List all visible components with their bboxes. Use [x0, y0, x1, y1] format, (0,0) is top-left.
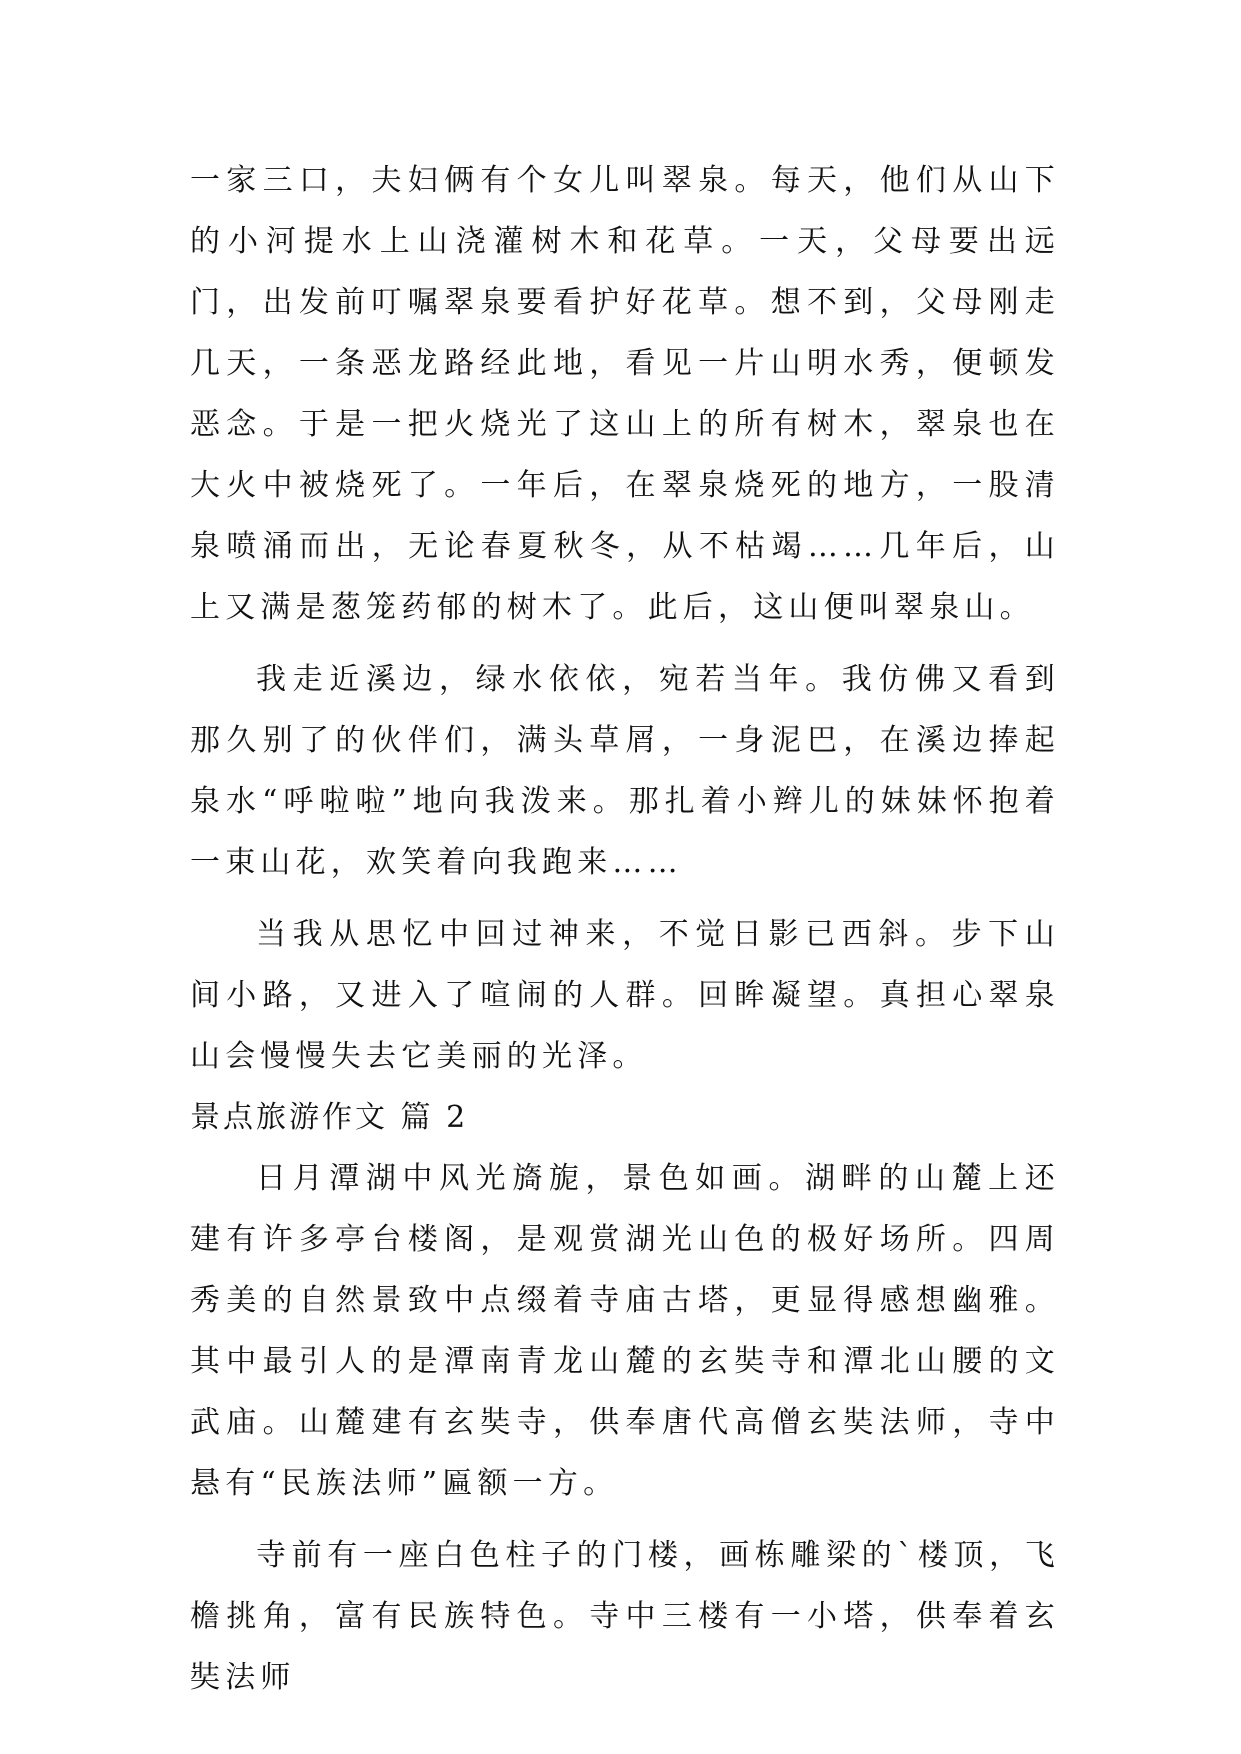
section-heading: 景点旅游作文 篇 2 — [190, 1100, 469, 1135]
paragraph-stream-memory: 我走近溪边，绿水依依，宛若当年。我仿佛又看到那久别了的伙伴们，满头草屑，一身泥巴，在溪边捧起泉水“呼啦啦”地向我泼来。那扎着小辫儿的妹妹怀抱着一束山花，欢笑着向我跑来…… — [190, 662, 1060, 880]
paragraph-sun-moon-lake: 日月潭湖中风光旖旎，景色如画。湖畔的山麓上还建有许多亭台楼阁，是观赏湖光山色的极好场所。四周秀美的自然景致中点缀着寺庙古塔，更显得感想幽雅。其中最引人的是潭南青龙山麓的玄奘寺和潭北山腰的文武庙。山麓建有玄奘寺，供奉唐代高僧玄奘法师，寺中悬有“民族法师”匾额一方。 — [190, 1161, 1060, 1501]
paragraph-continued: 一家三口，夫妇俩有个女儿叫翠泉。每天，他们从山下的小河提水上山浇灌树木和花草。一天，父母要出远门，出发前叮嘱翠泉要看护好花草。想不到，父母刚走几天，一条恶龙路经此地，看见一片山明水秀，便顿发恶念。于是一把火烧光了这山上的所有树木，翠泉也在大火中被烧死了。一年后，在翠泉烧死的地方，一股清泉喷涌而出，无论春夏秋冬，从不枯竭……几年后，山上又满是葱笼药郁的树木了。此后，这山便叫翠泉山。 — [190, 163, 1060, 625]
paragraph-return: 当我从思忆中回过神来，不觉日影已西斜。步下山间小路，又进入了喧闹的人群。回眸凝望。真担心翠泉山会慢慢失去它美丽的光泽。 — [190, 917, 1060, 1074]
document-body — [190, 150, 1060, 1719]
paragraph-temple-gate: 寺前有一座白色柱子的门楼，画栋雕梁的`楼顶，飞檐挑角，富有民族特色。寺中三楼有一小塔，供奉着玄奘法师 — [190, 1538, 1060, 1695]
